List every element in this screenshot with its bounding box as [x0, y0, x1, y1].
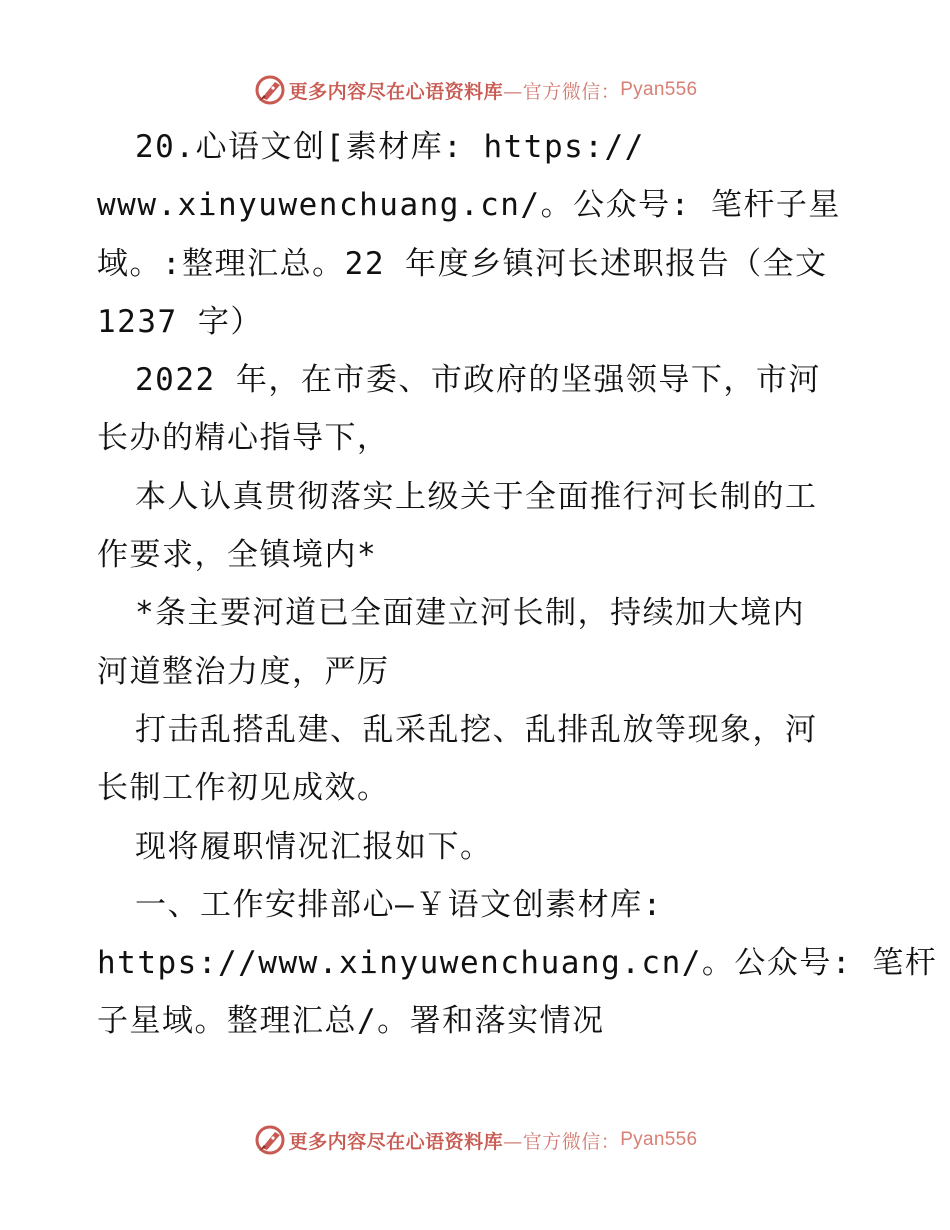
- footer-banner-wechat-id: Pyan556: [620, 1129, 698, 1150]
- header-banner-separator: —官方微信：: [503, 80, 621, 103]
- body-line: 长办的精心指导下，: [97, 420, 390, 457]
- body-line: 1237 字）: [97, 303, 263, 340]
- body-line: 本人认真贯彻落实上级关于全面推行河长制的工: [135, 478, 818, 515]
- body-line: 子星域。整理汇总/。署和落实情况: [97, 1003, 605, 1040]
- body-line: https://www.xinyuwenchuang.cn/。公众号: 笔杆: [97, 945, 938, 982]
- footer-watermark-banner: [0, 1120, 950, 1160]
- body-line: 域。:整理汇总。22 年度乡镇河长述职报告（全文: [97, 245, 828, 282]
- body-line: 20.心语文创[素材库: https://: [135, 129, 645, 165]
- footer-banner-separator: —官方微信：: [503, 1130, 621, 1153]
- pen-nib-logo-icon: [253, 1123, 287, 1157]
- body-line: 长制工作初见成效。: [97, 770, 390, 807]
- header-banner-wechat-id: Pyan556: [620, 79, 698, 100]
- document-body: [97, 118, 938, 1051]
- body-line: www.xinyuwenchuang.cn/。公众号: 笔杆子星: [97, 187, 841, 224]
- header-watermark-banner: [0, 70, 950, 110]
- body-line: *条主要河道已全面建立河长制，持续加大境内: [135, 595, 806, 632]
- body-line: 一、工作安排部心—￥语文创素材库:: [135, 886, 663, 923]
- header-banner-main-text: 更多内容尽在心语资料库: [288, 80, 504, 103]
- body-line: 打击乱搭乱建、乱采乱挖、乱排乱放等现象，河: [135, 711, 818, 748]
- body-line: 现将履职情况汇报如下。: [135, 828, 493, 865]
- pen-nib-logo-icon: [253, 73, 287, 107]
- footer-banner-main-text: 更多内容尽在心语资料库: [288, 1130, 504, 1153]
- body-line: 河道整治力度，严厉: [97, 653, 390, 690]
- body-line: 2022 年，在市委、市政府的坚强领导下，市河: [135, 362, 821, 399]
- body-line: 作要求，全镇境内*: [97, 537, 378, 574]
